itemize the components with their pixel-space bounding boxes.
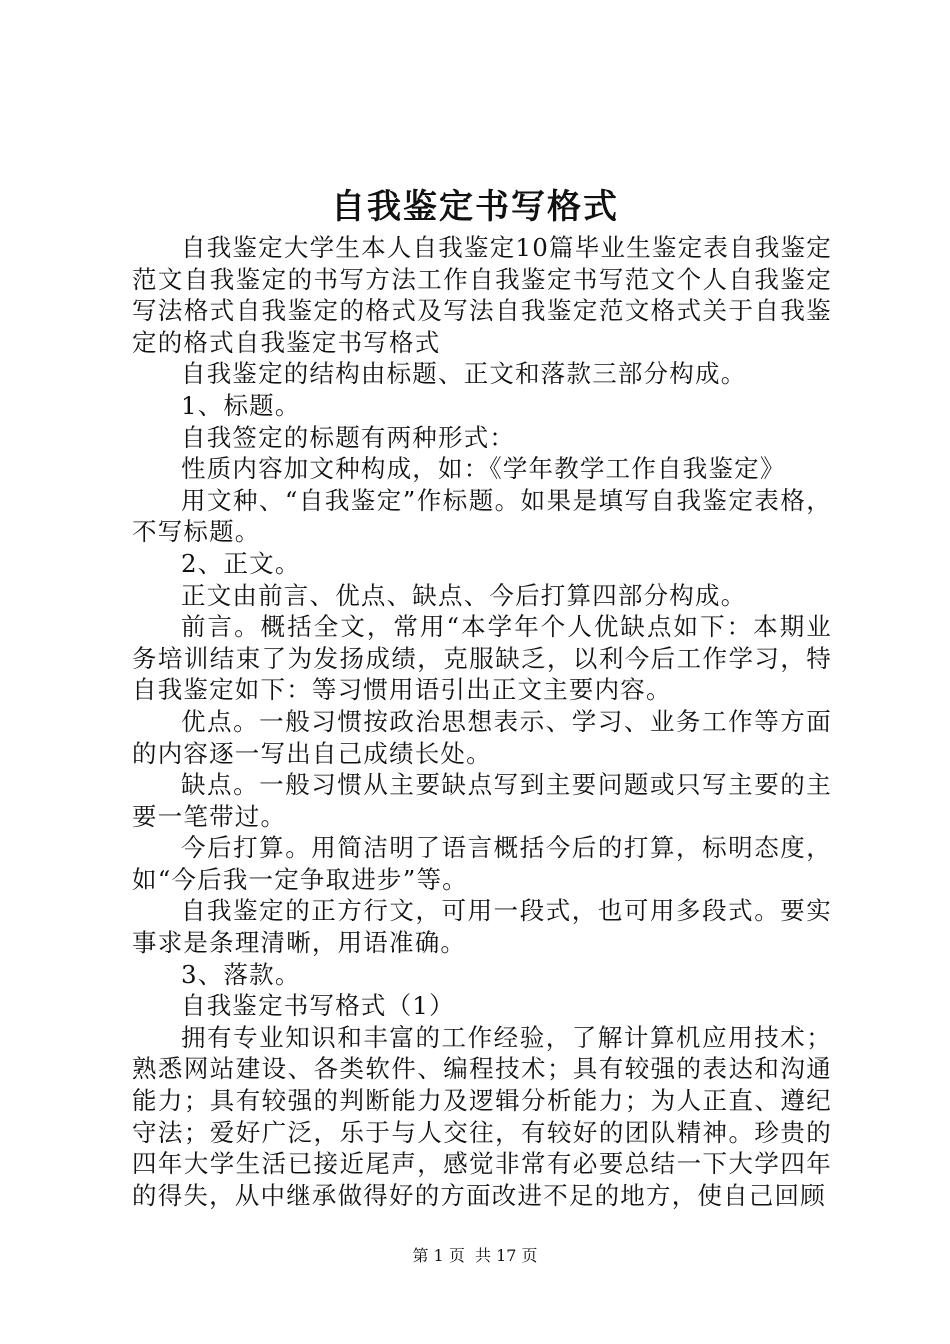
section-heading: 3、落款。 (181, 959, 301, 989)
paragraph: 自我签定的标题有两种形式： (181, 422, 516, 452)
paragraph: 自我鉴定的正方行文，可用一段式，也可用多段式。要实事求是条理清晰，用语准确。 (132, 896, 832, 958)
document-title: 自我鉴定书写格式 (331, 187, 619, 227)
section-heading: 2、正文。 (181, 548, 301, 578)
paragraph: 正文由前言、优点、缺点、今后打算四部分构成。 (181, 580, 747, 610)
page-footer (0, 1244, 950, 1268)
paragraph: 前言。概括全文，常用“本学年个人优缺点如下：本期业务培训结束了为发扬成绩，克服缺乏，以利今后工作学习，特自我鉴定如下：等习惯用语引出正文主要内容。 (132, 612, 832, 705)
page-number: 第 1 页 共 17 页 (412, 1246, 538, 1265)
section-heading: 1、标题。 (181, 390, 301, 420)
paragraph: 自我鉴定的结构由标题、正文和落款三部分构成。 (181, 359, 747, 389)
paragraph: 自我鉴定书写格式（1） (181, 991, 455, 1021)
paragraph: 今后打算。用简洁明了语言概括今后的打算，标明态度，如“今后我一定争取进步”等。 (132, 833, 832, 894)
paragraph: 自我鉴定大学生本人自我鉴定10篇毕业生鉴定表自我鉴定范文自我鉴定的书写方法工作自我鉴定书写范文个人自我鉴定写法格式自我鉴定的格式及写法自我鉴定范文格式关于自我鉴定的格式自我鉴定书写格式 (132, 233, 832, 357)
paragraph: 优点。一般习惯按政治思想表示、学习、业务工作等方面的内容逐一写出自己成绩长处。 (132, 706, 832, 768)
document-body (132, 232, 832, 1211)
paragraph: 性质内容加文种构成，如：《学年教学工作自我鉴定》 (181, 454, 786, 484)
paragraph: 拥有专业知识和丰富的工作经验，了解计算机应用技术；熟悉网站建设、各类软件、编程技术；具有较强的表达和沟通能力；具有较强的判断能力及逻辑分析能力；为人正直、遵纪守法；爱好广泛，乐于与人交往，有较好的团队精神。珍贵的四年大学生活已接近尾声，感觉非常有必要总结一下大学四年的得失，从中继承做得好的方面改进不足的地方，使自己回顾 (132, 1022, 832, 1210)
paragraph: 缺点。一般习惯从主要缺点写到主要问题或只写主要的主要一笔带过。 (132, 770, 832, 831)
paragraph: 用文种、“自我鉴定”作标题。如果是填写自我鉴定表格，不写标题。 (132, 485, 832, 547)
